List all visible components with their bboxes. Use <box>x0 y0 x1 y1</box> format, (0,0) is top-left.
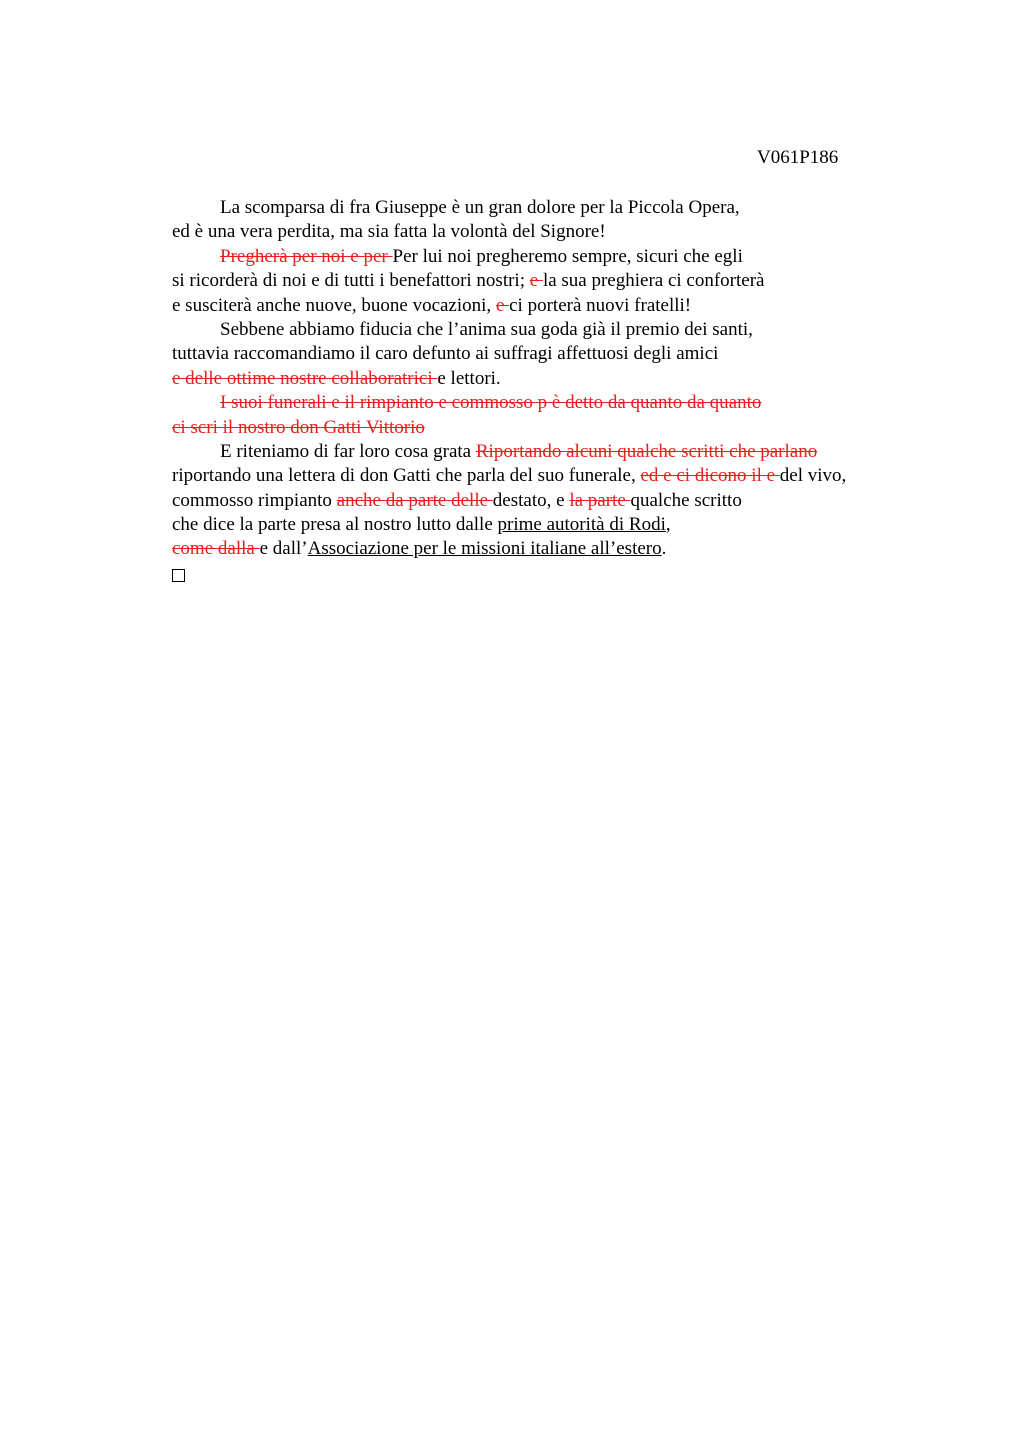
underlined-text: Associazione per le missioni italiane all’estero <box>307 538 662 560</box>
end-marker-box-icon <box>172 569 185 582</box>
underlined-text: prime autorità di Rodi <box>497 514 666 536</box>
text-segment: del vivo, <box>779 465 847 487</box>
deleted-text: ed e ci dicono il e <box>640 465 780 487</box>
text-line <box>172 245 932 269</box>
text-line <box>172 391 932 415</box>
deleted-text: Riportando alcuni qualche scritti che parlano <box>475 440 818 462</box>
text-segment: e dall’ <box>259 538 308 560</box>
deleted-text: e delle ottime nostre collaboratrici <box>172 367 438 389</box>
text-segment: , <box>665 514 671 536</box>
deleted-text: ci scri il nostro don Gatti Vittorio <box>172 416 425 438</box>
text-segment: la sua preghiera ci conforterà <box>542 270 765 292</box>
text-segment: e lettori. <box>437 367 501 389</box>
deleted-text: I suoi funerali e il rimpianto e commosso p è detto da quanto da quanto <box>220 392 762 414</box>
text-line <box>172 269 932 293</box>
text-segment: qualche scritto <box>630 489 742 511</box>
text-segment: tuttavia raccomandiamo il caro defunto ai suffragi affettuosi degli amici <box>172 343 719 365</box>
text-line <box>172 537 932 561</box>
text-line <box>172 342 932 366</box>
text-line <box>172 440 932 464</box>
text-segment: commosso rimpianto <box>172 489 337 511</box>
text-line <box>172 294 932 318</box>
text-line <box>172 318 932 342</box>
page-identifier: V061P186 <box>757 147 839 168</box>
text-line <box>172 367 932 391</box>
deleted-text: anche da parte delle <box>336 489 493 511</box>
text-segment: destato, e <box>492 489 570 511</box>
text-segment: e susciterà anche nuove, buone vocazioni, <box>172 294 496 316</box>
text-segment: si ricorderà di noi e di tutti i benefattori nostri; <box>172 270 530 292</box>
text-line <box>172 464 932 488</box>
text-segment: riportando una lettera di don Gatti che parla del suo funerale, <box>172 465 641 487</box>
deleted-text: e <box>529 270 543 292</box>
text-segment: Per lui noi pregheremo sempre, sicuri che egli <box>392 245 743 267</box>
text-line <box>172 489 932 513</box>
text-segment: . <box>661 538 667 560</box>
text-segment: che dice la parte presa al nostro lutto dalle <box>172 514 498 536</box>
text-line <box>172 513 932 537</box>
deleted-text: la parte <box>569 489 631 511</box>
deleted-text: Pregherà per noi e per <box>220 245 393 267</box>
end-marker-line <box>172 562 932 586</box>
text-line <box>172 416 932 440</box>
text-segment: Sebbene abbiamo fiducia che l’anima sua goda già il premio dei santi, <box>220 318 753 340</box>
text-segment: E riteniamo di far loro cosa grata <box>220 440 476 462</box>
document-body <box>172 196 932 586</box>
text-line <box>172 220 932 244</box>
deleted-text: come dalla <box>172 538 260 560</box>
text-line <box>172 196 932 220</box>
text-segment: La scomparsa di fra Giuseppe è un gran dolore per la Piccola Opera, <box>220 197 740 218</box>
deleted-text: e <box>495 294 510 316</box>
text-segment: ci porterà nuovi fratelli! <box>509 294 692 316</box>
text-segment: ed è una vera perdita, ma sia fatta la volontà del Signore! <box>172 221 606 243</box>
